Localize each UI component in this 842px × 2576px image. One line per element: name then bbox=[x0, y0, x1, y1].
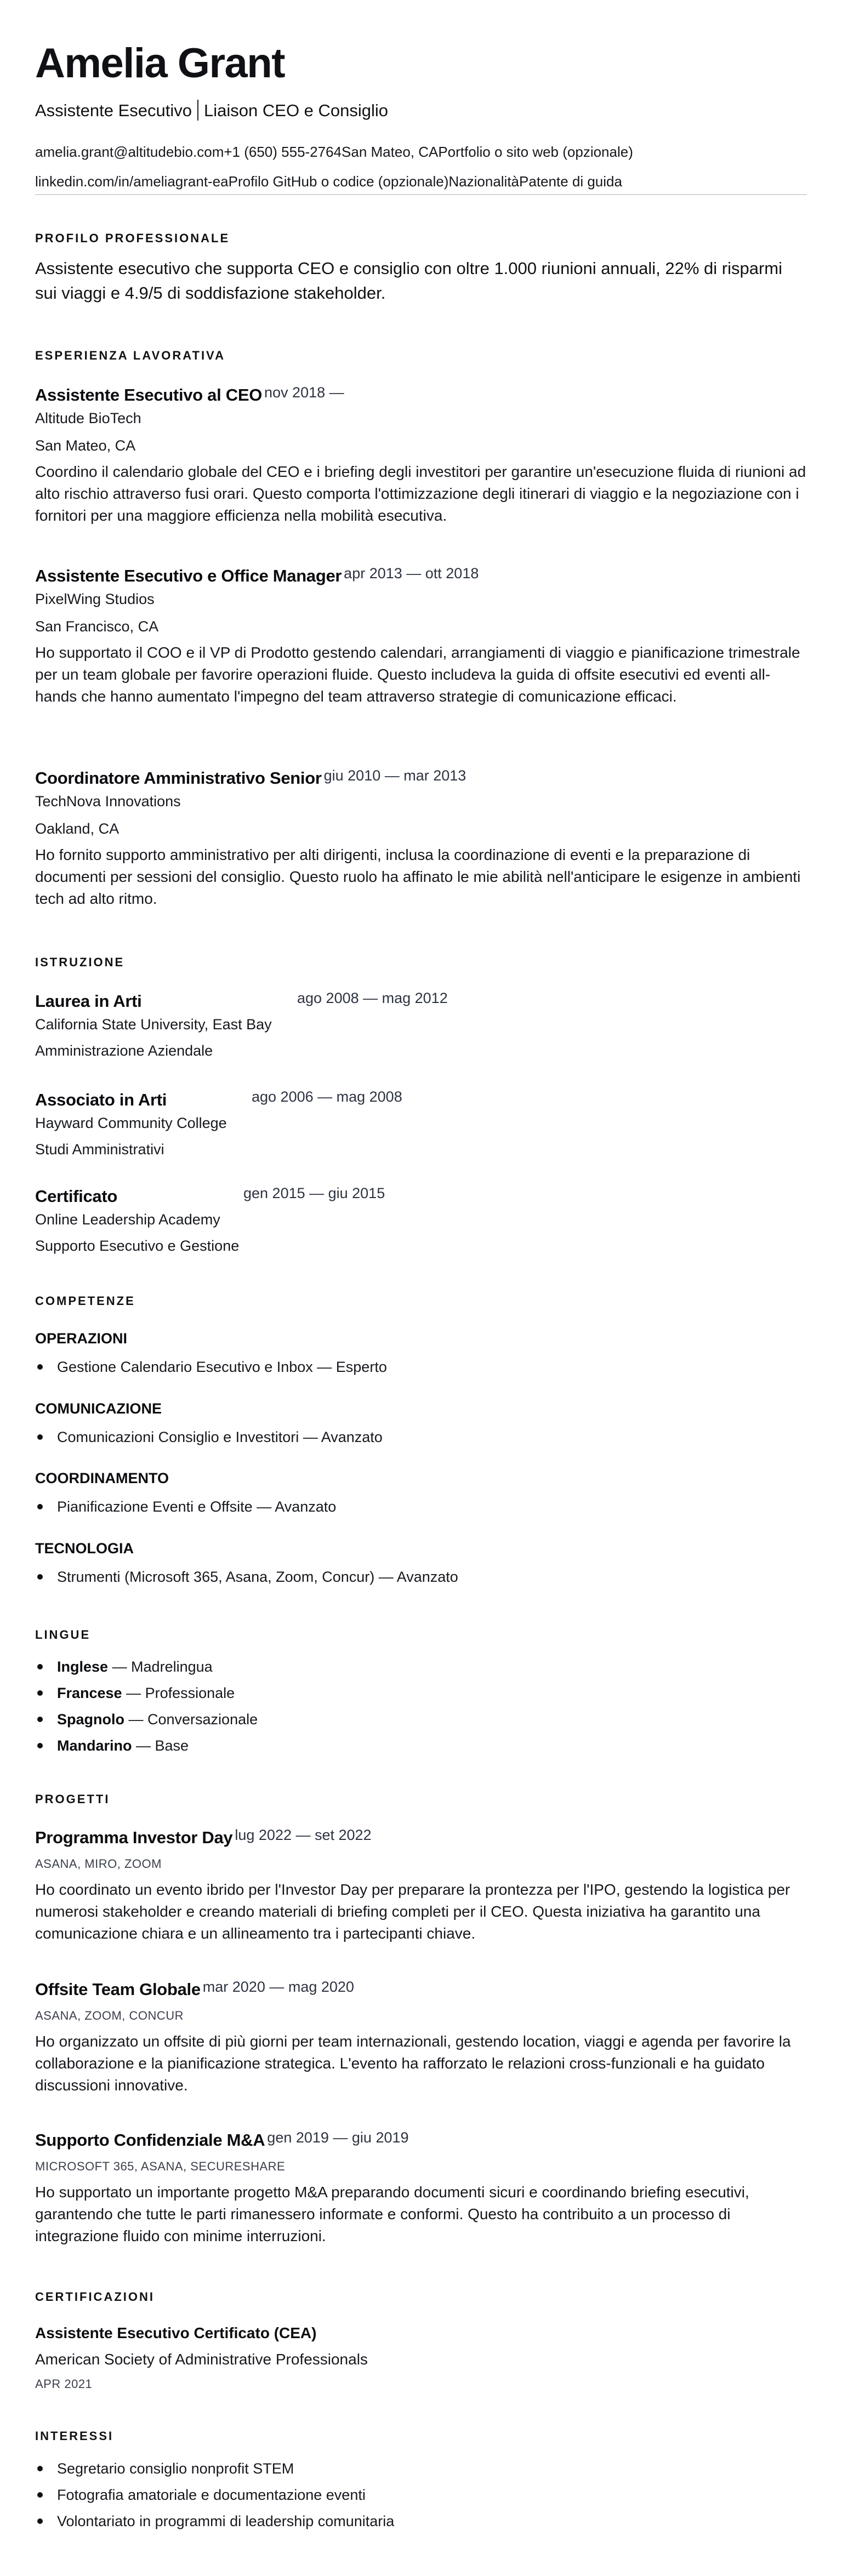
interest-list-block bbox=[35, 2455, 807, 2534]
project-item bbox=[35, 1828, 807, 1945]
job-title: Assistente Esecutivo e Office Manager bbox=[35, 566, 342, 585]
job-date: giu 2010 — mar 2013 bbox=[323, 767, 466, 784]
education-item bbox=[35, 990, 807, 1059]
section-heading-profile: PROFILO PROFESSIONALE bbox=[35, 231, 230, 245]
skill-item bbox=[35, 1494, 807, 1520]
skill-group bbox=[35, 1471, 807, 1520]
skill-text: Gestione Calendario Esecutivo e Inbox — Esperto bbox=[57, 1359, 387, 1375]
location: San Mateo, CA bbox=[342, 144, 439, 160]
bullet-icon bbox=[37, 1434, 43, 1440]
language-item bbox=[35, 1732, 807, 1759]
headline bbox=[35, 100, 388, 121]
skill-text: Comunicazioni Consiglio e Investitori — Avanzato bbox=[57, 1429, 383, 1445]
skill-list bbox=[35, 1424, 807, 1450]
portfolio-link[interactable]: Portfolio o sito web (opzionale) bbox=[438, 144, 633, 160]
headline-separator bbox=[197, 100, 198, 121]
skill-text: Strumenti (Microsoft 365, Asana, Zoom, Concur) — Avanzato bbox=[57, 1569, 458, 1585]
language-level: — Professionale bbox=[122, 1685, 235, 1701]
experience-title-row bbox=[35, 385, 807, 403]
headline-focus: Liaison CEO e Consiglio bbox=[204, 101, 389, 120]
project-title: Programma Investor Day bbox=[35, 1828, 233, 1847]
driving-license: Patente di guida bbox=[519, 173, 622, 190]
bullet-icon bbox=[37, 2492, 43, 2498]
degree: Associato in Arti bbox=[35, 1090, 167, 1109]
profile-text: Assistente esecutivo che supporta CEO e consiglio con oltre 1.000 riunioni annuali, 22% di risparmi sui viaggi e 4.9/5 di soddisfazione stakeholder. bbox=[35, 259, 783, 303]
bullet-icon bbox=[37, 2466, 43, 2471]
skill-group-name: COORDINAMENTO bbox=[35, 1470, 169, 1486]
language-name: Francese bbox=[57, 1685, 122, 1701]
project-title: Offsite Team Globale bbox=[35, 1980, 201, 1999]
email-link[interactable]: amelia.grant@altitudebio.com bbox=[35, 144, 224, 160]
company: TechNova Innovations bbox=[35, 793, 181, 810]
section-heading-certifications: CERTIFICAZIONI bbox=[35, 2290, 155, 2304]
language-name: Spagnolo bbox=[57, 1711, 124, 1728]
project-date: lug 2022 — set 2022 bbox=[235, 1827, 372, 1843]
section-heading-languages: LINGUE bbox=[35, 1628, 91, 1642]
project-title-row bbox=[35, 1980, 807, 1998]
project-title-row bbox=[35, 1828, 807, 1846]
project-title-row bbox=[35, 2130, 807, 2148]
job-location: San Francisco, CA bbox=[35, 618, 159, 635]
section-heading-experience: ESPERIENZA LAVORATIVA bbox=[35, 349, 225, 362]
company: PixelWing Studios bbox=[35, 591, 155, 607]
interest-text: Segretario consiglio nonprofit STEM bbox=[57, 2460, 294, 2477]
interest-item bbox=[35, 2482, 807, 2508]
language-item bbox=[35, 1680, 807, 1706]
bullet-icon bbox=[37, 1717, 43, 1722]
project-description: Ho coordinato un evento ibrido per l'Investor Day per preparare la prontezza per l'IPO, gestendo la logistica per numerosi stakeholder e creando materiali di briefing completi per il CEO. Questa iniziativa ha garantito una comunicazione chiara e un allineamento tra i partecipanti chiave. bbox=[35, 1881, 790, 1942]
bullet-icon bbox=[37, 1574, 43, 1580]
language-item bbox=[35, 1654, 807, 1680]
job-location: Oakland, CA bbox=[35, 820, 120, 837]
project-date: mar 2020 — mag 2020 bbox=[202, 1979, 354, 1995]
company: Altitude BioTech bbox=[35, 410, 141, 426]
job-description: Ho supportato il COO e il VP di Prodotto gestendo calendari, arrangiamenti di viaggio e pianificazione trimestrale per un team globale per favorire operazioni fluide. Questo includeva la guida di offsite esecutivi ed eventi all-hands che hanno aumentato l'impegno del team attraverso strategie di comunicazione efficaci. bbox=[35, 644, 800, 705]
job-description: Coordino il calendario globale del CEO e i briefing degli investitori per garantire un'esecuzione fluida di riunioni ad alto rischio attraverso fusi orari. Questo comporta l'ottimizzazione degli itinerari di viaggio e la negoziazione con i fornitori per una maggiore efficienza nella mobilità esecutiva. bbox=[35, 463, 806, 524]
section-heading-interests: INTERESSI bbox=[35, 2429, 114, 2443]
skill-group-name: TECNOLOGIA bbox=[35, 1540, 134, 1557]
language-list-block bbox=[35, 1654, 807, 1759]
header-divider bbox=[35, 194, 807, 195]
project-title: Supporto Confidenziale M&A bbox=[35, 2130, 265, 2150]
section-heading-projects: PROGETTI bbox=[35, 1792, 110, 1806]
interest-item bbox=[35, 2508, 807, 2534]
certification-issuer: American Society of Administrative Professionals bbox=[35, 2351, 368, 2368]
language-level: — Base bbox=[132, 1737, 189, 1754]
language-list bbox=[35, 1654, 807, 1759]
bullet-icon bbox=[37, 2518, 43, 2524]
skill-group-name: COMUNICAZIONE bbox=[35, 1400, 162, 1417]
skill-item bbox=[35, 1564, 807, 1590]
field-of-study: Studi Amministrativi bbox=[35, 1141, 164, 1158]
job-title: Coordinatore Amministrativo Senior bbox=[35, 768, 322, 788]
education-date: ago 2008 — mag 2012 bbox=[297, 990, 448, 1006]
education-item bbox=[35, 1185, 807, 1254]
candidate-name: Amelia Grant bbox=[35, 40, 285, 87]
phone: +1 (650) 555-2764 bbox=[224, 144, 342, 160]
project-tech: ASANA, MIRO, ZOOM bbox=[35, 1857, 162, 1871]
experience-title-row bbox=[35, 566, 807, 584]
field-of-study: Supporto Esecutivo e Gestione bbox=[35, 1238, 240, 1254]
headline-role: Assistente Esecutivo bbox=[35, 101, 192, 120]
project-tech: MICROSOFT 365, ASANA, SECURESHARE bbox=[35, 2159, 286, 2173]
profile-summary bbox=[35, 256, 807, 305]
certification-title: Assistente Esecutivo Certificato (CEA) bbox=[35, 2324, 317, 2341]
github-link[interactable]: Profilo GitHub o codice (opzionale) bbox=[228, 173, 449, 190]
language-level: — Madrelingua bbox=[108, 1659, 213, 1675]
project-description: Ho organizzato un offsite di più giorni per team internazionali, gestendo location, viaggi e agenda per favorire la collaborazione e la pianificazione strategica. L'evento ha rafforzato le relazioni cross-funzionali e ha guidato discussioni innovative. bbox=[35, 2033, 791, 2094]
education-date: ago 2006 — mag 2008 bbox=[252, 1088, 402, 1105]
school: California State University, East Bay bbox=[35, 1016, 272, 1033]
bullet-icon bbox=[37, 1690, 43, 1696]
project-item bbox=[35, 2130, 807, 2247]
project-tech: ASANA, ZOOM, CONCUR bbox=[35, 2009, 184, 2022]
job-description: Ho fornito supporto amministrativo per alti dirigenti, inclusa la coordinazione di eventi e la preparazione di documenti per sessioni del consiglio. Questo ruolo ha affinato le mie abilità nell'anticipare le esigenze in ambienti tech ad alto ritmo. bbox=[35, 846, 801, 907]
bullet-icon bbox=[37, 1664, 43, 1669]
skill-item bbox=[35, 1354, 807, 1380]
field-of-study: Amministrazione Aziendale bbox=[35, 1042, 213, 1059]
contact-line-2 bbox=[35, 173, 622, 190]
project-date: gen 2019 — giu 2019 bbox=[267, 2129, 409, 2146]
job-title: Assistente Esecutivo al CEO bbox=[35, 385, 263, 404]
experience-item bbox=[35, 566, 807, 708]
education-title-row bbox=[35, 1088, 807, 1109]
section-heading-education: ISTRUZIONE bbox=[35, 955, 125, 969]
education-item bbox=[35, 1088, 807, 1158]
language-level: — Conversazionale bbox=[124, 1711, 258, 1728]
certification-date: APR 2021 bbox=[35, 2377, 93, 2391]
experience-item bbox=[35, 385, 807, 527]
experience-title-row bbox=[35, 768, 807, 787]
contact-line-1 bbox=[35, 144, 633, 161]
degree: Laurea in Arti bbox=[35, 991, 142, 1011]
nationality: Nazionalità bbox=[448, 173, 520, 190]
education-title-row bbox=[35, 1185, 807, 1206]
language-item bbox=[35, 1706, 807, 1732]
interest-item bbox=[35, 2455, 807, 2482]
job-location: San Mateo, CA bbox=[35, 437, 136, 454]
language-name: Mandarino bbox=[57, 1737, 132, 1754]
skill-text: Pianificazione Eventi e Offsite — Avanzato bbox=[57, 1498, 337, 1515]
bullet-icon bbox=[37, 1364, 43, 1370]
school: Hayward Community College bbox=[35, 1115, 227, 1131]
bullet-icon bbox=[37, 1504, 43, 1509]
skill-list bbox=[35, 1564, 807, 1590]
certification-item bbox=[35, 2326, 807, 2390]
skill-group-name: OPERAZIONI bbox=[35, 1330, 128, 1347]
section-heading-skills: COMPETENZE bbox=[35, 1294, 135, 1308]
experience-item bbox=[35, 768, 807, 910]
job-date: apr 2013 — ott 2018 bbox=[344, 565, 479, 582]
bullet-icon bbox=[37, 1743, 43, 1748]
degree: Certificato bbox=[35, 1187, 118, 1206]
project-item bbox=[35, 1980, 807, 2096]
language-name: Inglese bbox=[57, 1659, 109, 1675]
interest-text: Fotografia amatoriale e documentazione eventi bbox=[57, 2487, 366, 2503]
skill-group bbox=[35, 1541, 807, 1590]
project-description: Ho supportato un importante progetto M&A preparando documenti sicuri e coordinando briefing esecutivi, garantendo che tutte le parti rimanessero informate e conformi. Questo ha contribuito a un processo di integrazione fluido con minime interruzioni. bbox=[35, 2184, 749, 2244]
education-date: gen 2015 — giu 2015 bbox=[243, 1185, 385, 1201]
linkedin-link[interactable]: linkedin.com/in/ameliagrant-ea bbox=[35, 173, 229, 190]
school: Online Leadership Academy bbox=[35, 1211, 220, 1228]
interest-list bbox=[35, 2455, 807, 2534]
skill-item bbox=[35, 1424, 807, 1450]
skill-list bbox=[35, 1354, 807, 1380]
skill-list bbox=[35, 1494, 807, 1520]
job-date: nov 2018 — bbox=[264, 384, 344, 401]
skill-group bbox=[35, 1401, 807, 1450]
interest-text: Volontariato in programmi di leadership comunitaria bbox=[57, 2513, 395, 2529]
skill-group bbox=[35, 1331, 807, 1380]
